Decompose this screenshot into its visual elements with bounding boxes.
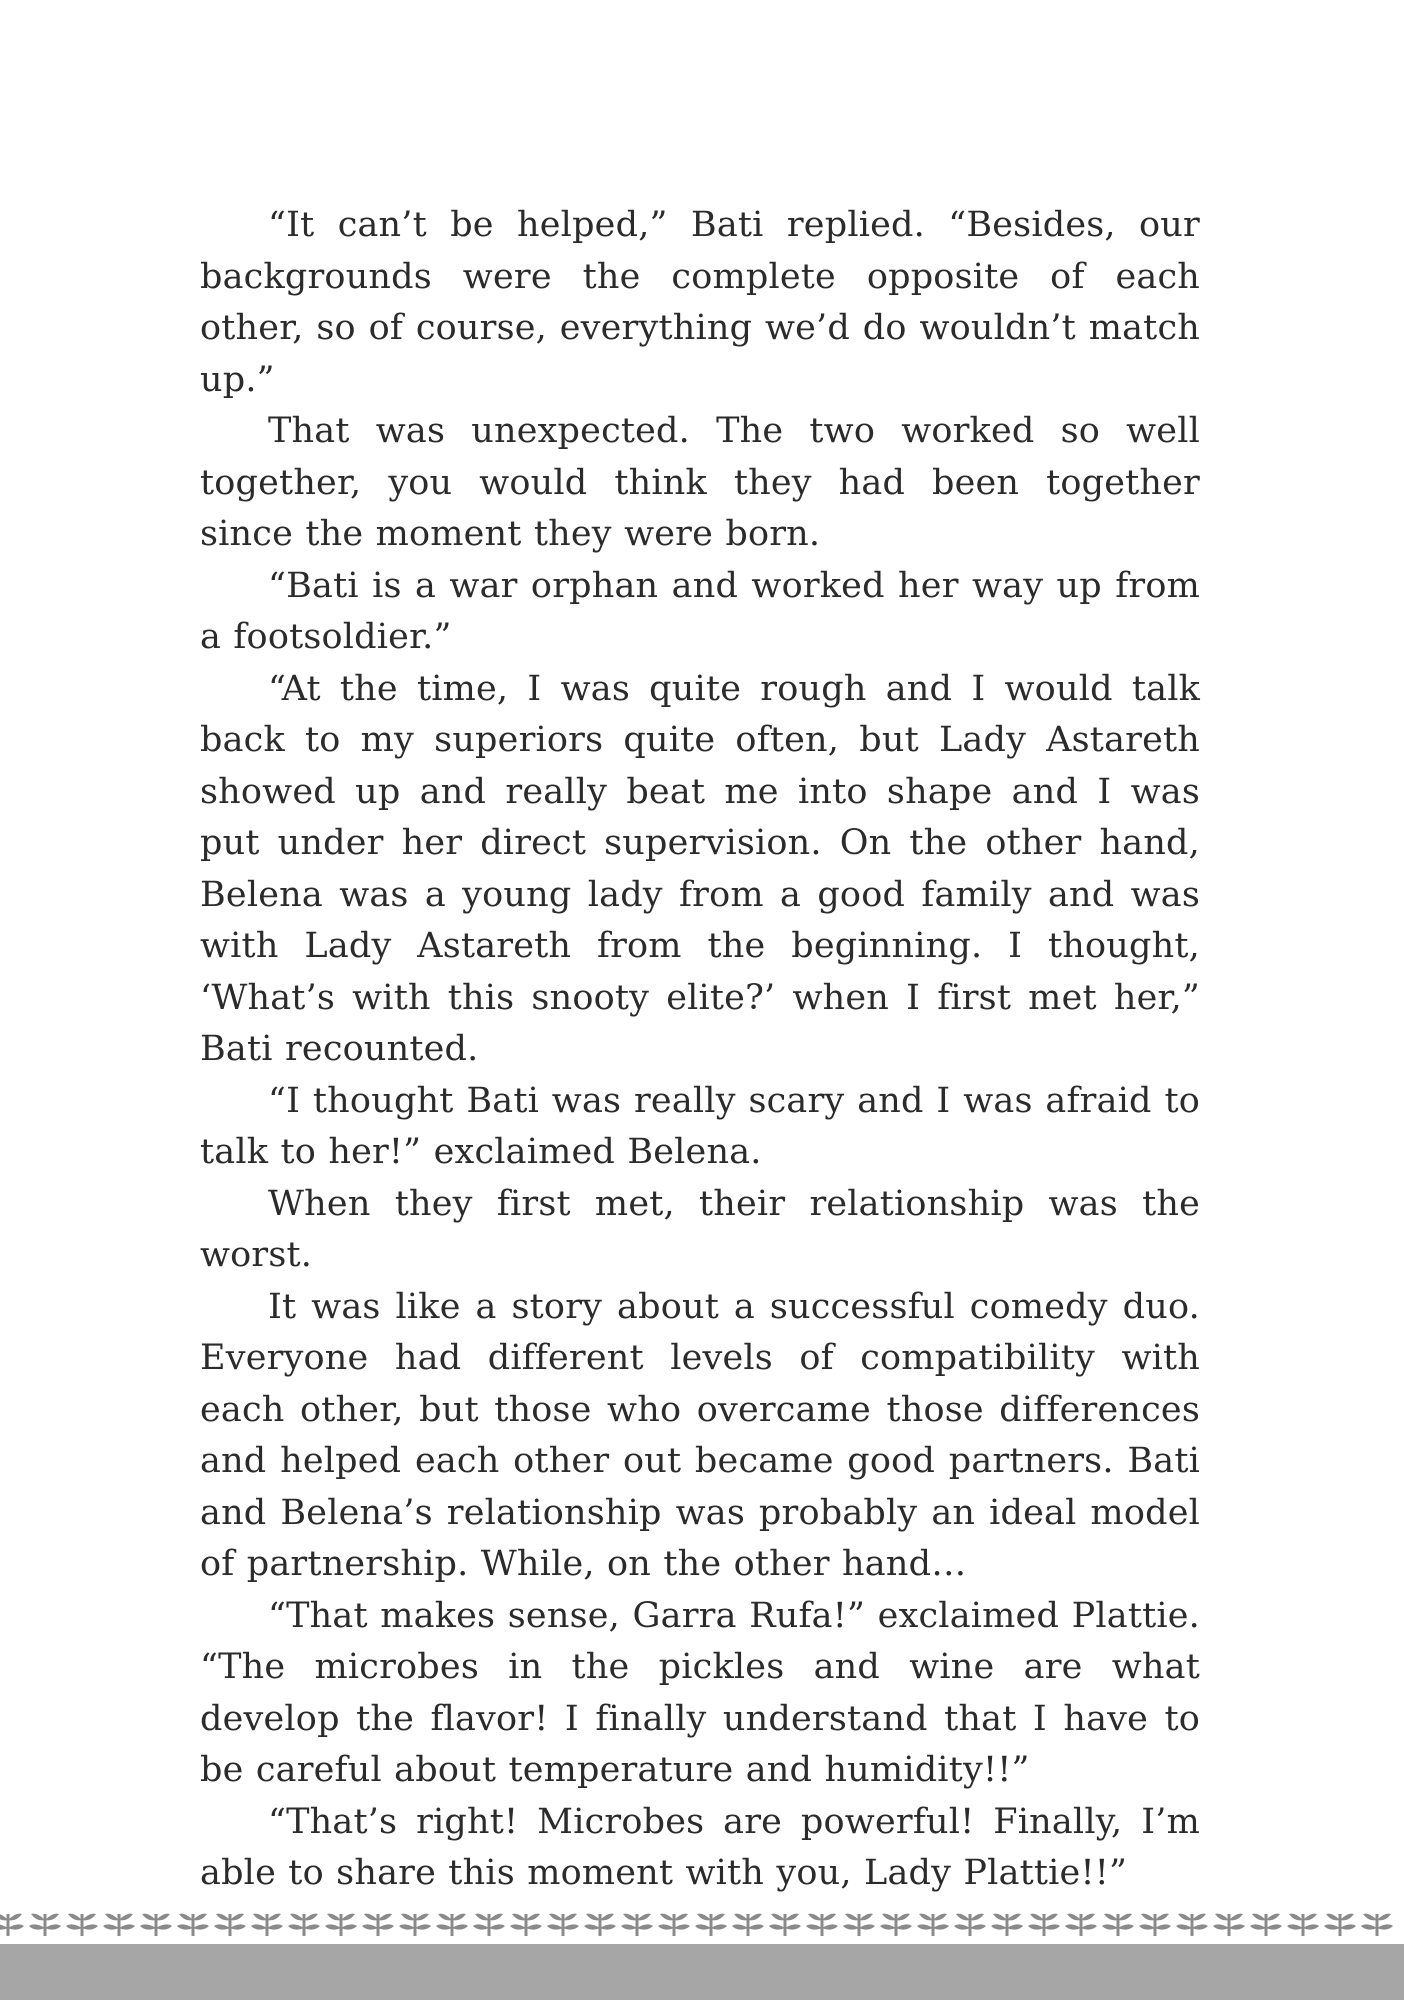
sprout-icon [473,1914,505,1936]
paragraph-8: “That makes sense, Garra Rufa!” exclaimed Plattie. “The microbes in the pickles and wine are what develop the flavor! I finally understand that I have to be careful about temperature and humidity!!” [200,1595,1200,1790]
sprout-icon [214,1914,246,1936]
body-text [200,200,1200,1900]
sprout-icon [0,1914,24,1936]
sprout-icon [103,1914,135,1936]
paragraph-5: “I thought Bati was really scary and I was afraid to talk to her!” exclaimed Belena. [200,1080,1200,1172]
sprout-icon [991,1914,1023,1936]
sprout-icon [658,1914,690,1936]
sprout-icon [29,1914,61,1936]
paragraph-6: When they first met, their relationship was the worst. [200,1183,1200,1275]
sprout-icon [1065,1914,1097,1936]
sprout-icon [1213,1914,1245,1936]
sprout-icon [547,1914,579,1936]
sprout-icon [1324,1914,1356,1936]
sprout-icon [1102,1914,1134,1936]
paragraph-4: “At the time, I was quite rough and I would talk back to my superiors quite often, but Lady Astareth showed up and really beat me into shape and I was put under her direct supervision. On the other hand, Belena was a young lady from a good family and was with Lady Astareth from the beginning. I thought, ‘What’s with this snooty elite?’ when I first met her,” Bati recounted. [200,668,1200,1069]
sprout-icon [66,1914,98,1936]
sprout-icon [1176,1914,1208,1936]
sprout-icon [251,1914,283,1936]
sprout-icon [917,1914,949,1936]
sprout-icon [806,1914,838,1936]
footer-band [0,1944,1404,2000]
sprout-icon [510,1914,542,1936]
paragraph-1: “It can’t be helped,” Bati replied. “Besides, our backgrounds were the complete opposite of each other, so of course, everything we’d do wouldn’t match up.” [200,205,1200,400]
sprout-icon [1250,1914,1282,1936]
sprout-icon [1361,1914,1393,1936]
sprout-icon [954,1914,986,1936]
sprout-icon [140,1914,172,1936]
sprout-icon [880,1914,912,1936]
sprout-icon [399,1914,431,1936]
footer-decoration [0,1868,1404,2000]
sprout-icon [769,1914,801,1936]
sprout-icon [1139,1914,1171,1936]
sprout-icon [695,1914,727,1936]
paragraph-7: It was like a story about a successful comedy duo. Everyone had different levels of compatibility with each other, but those who overcame those differences and helped each other out became good partners. Bati and Belena’s relationship was probably an ideal model of partnership. While, on the other hand… [200,1286,1200,1584]
sprout-icon [288,1914,320,1936]
sprout-icon [362,1914,394,1936]
sprout-icon [843,1914,875,1936]
sprout-icon [732,1914,764,1936]
paragraph-3: “Bati is a war orphan and worked her way up from a footsoldier.” [200,565,1200,657]
sprout-icon [177,1914,209,1936]
sprout-icon [1028,1914,1060,1936]
sprout-row [0,1914,1393,1936]
sprout-icon [584,1914,616,1936]
sprout-border-icon [0,1868,1404,2000]
sprout-icon [1287,1914,1319,1936]
sprout-icon [436,1914,468,1936]
paragraph-9: “That’s right! Microbes are powerful! Finally, I’m able to share this moment with you, Lady Plattie!!” [200,1801,1200,1893]
paragraph-2: That was unexpected. The two worked so well together, you would think they had been together since the moment they were born. [200,411,1200,554]
sprout-icon [325,1914,357,1936]
sprout-icon [621,1914,653,1936]
